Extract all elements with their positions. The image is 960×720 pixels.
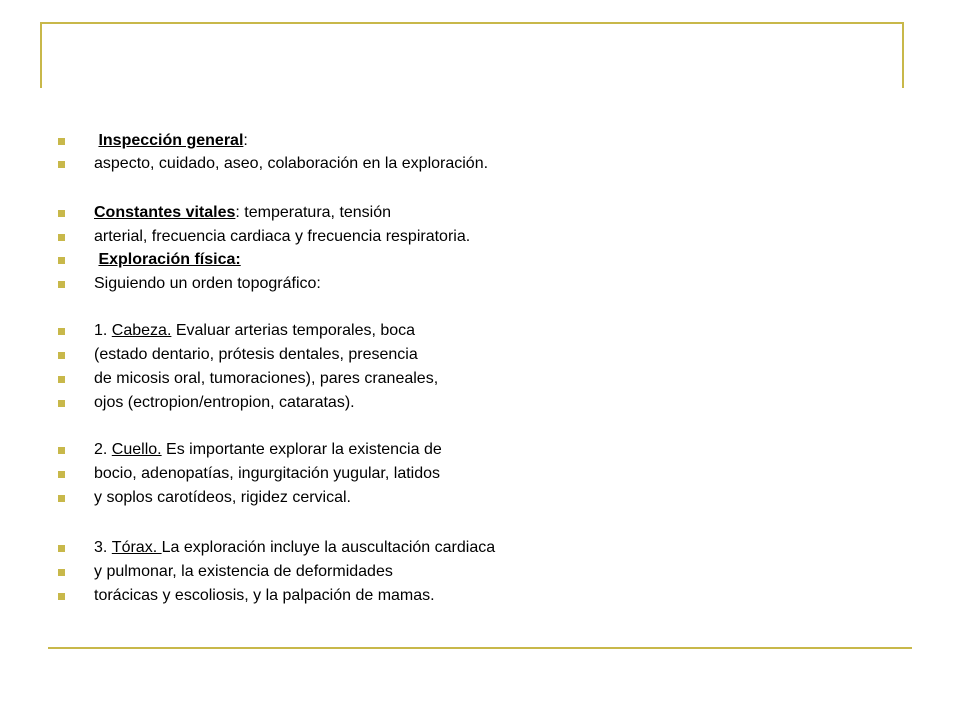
item-text: torácicas y escoliosis, y la palpación de mamas. (94, 587, 435, 604)
square-bullet-icon (58, 138, 65, 145)
bottom-border-line (48, 647, 912, 649)
list-item (58, 463, 440, 485)
list-item (58, 202, 391, 224)
item-text: de micosis oral, tumoraciones), pares craneales, (94, 370, 439, 387)
section-heading: Inspección general (98, 132, 244, 149)
square-bullet-icon (58, 328, 65, 335)
square-bullet-icon (58, 352, 65, 359)
item-text: Siguiendo un orden topográfico: (94, 275, 321, 292)
item-text: y soplos carotídeos, rigidez cervical. (94, 489, 351, 506)
square-bullet-icon (58, 569, 65, 576)
item-text: Evaluar arterias temporales, boca (171, 322, 416, 339)
item-text: ojos (ectropion/entropion, cataratas). (94, 394, 355, 411)
list-item (58, 392, 355, 414)
list-item (58, 368, 438, 390)
item-text: y pulmonar, la existencia de deformidades (94, 563, 393, 580)
section-heading: Exploración física: (98, 251, 241, 268)
list-item (58, 249, 241, 271)
square-bullet-icon (58, 545, 65, 552)
list-item (58, 153, 488, 175)
item-text: Es importante explorar la existencia de (161, 441, 442, 458)
square-bullet-icon (58, 495, 65, 502)
list-item (58, 561, 393, 583)
square-bullet-icon (58, 400, 65, 407)
list-item (58, 537, 495, 559)
square-bullet-icon (58, 593, 65, 600)
square-bullet-icon (58, 471, 65, 478)
section-heading: Cabeza. (111, 322, 172, 339)
square-bullet-icon (58, 234, 65, 241)
list-item (58, 226, 470, 248)
square-bullet-icon (58, 281, 65, 288)
list-item (58, 487, 351, 509)
item-text: arterial, frecuencia cardiaca y frecuencia respiratoria. (94, 228, 471, 245)
list-item (58, 585, 435, 607)
square-bullet-icon (58, 376, 65, 383)
item-text: aspecto, cuidado, aseo, colaboración en la exploración. (94, 155, 489, 172)
square-bullet-icon (58, 447, 65, 454)
square-bullet-icon (58, 161, 65, 168)
item-text: La exploración incluye la auscultación cardiaca (161, 539, 496, 556)
list-item (58, 344, 418, 366)
item-number: 2. (94, 441, 112, 458)
item-text: : temperatura, tensión (235, 204, 392, 221)
item-number: 3. (94, 539, 112, 556)
section-heading: Tórax. (111, 539, 162, 556)
square-bullet-icon (58, 257, 65, 264)
item-text: (estado dentario, prótesis dentales, presencia (94, 346, 418, 363)
list-item (58, 130, 248, 152)
list-item (58, 439, 442, 461)
item-number: 1. (94, 322, 112, 339)
section-heading: Constantes vitales (94, 204, 236, 221)
item-text: bocio, adenopatías, ingurgitación yugular, latidos (94, 465, 441, 482)
item-text: : (243, 132, 248, 149)
left-border-line (40, 22, 42, 88)
list-item (58, 273, 321, 295)
list-item (58, 320, 415, 342)
right-border-line (902, 22, 904, 88)
square-bullet-icon (58, 210, 65, 217)
top-border-line (40, 22, 904, 24)
section-heading: Cuello. (111, 441, 162, 458)
